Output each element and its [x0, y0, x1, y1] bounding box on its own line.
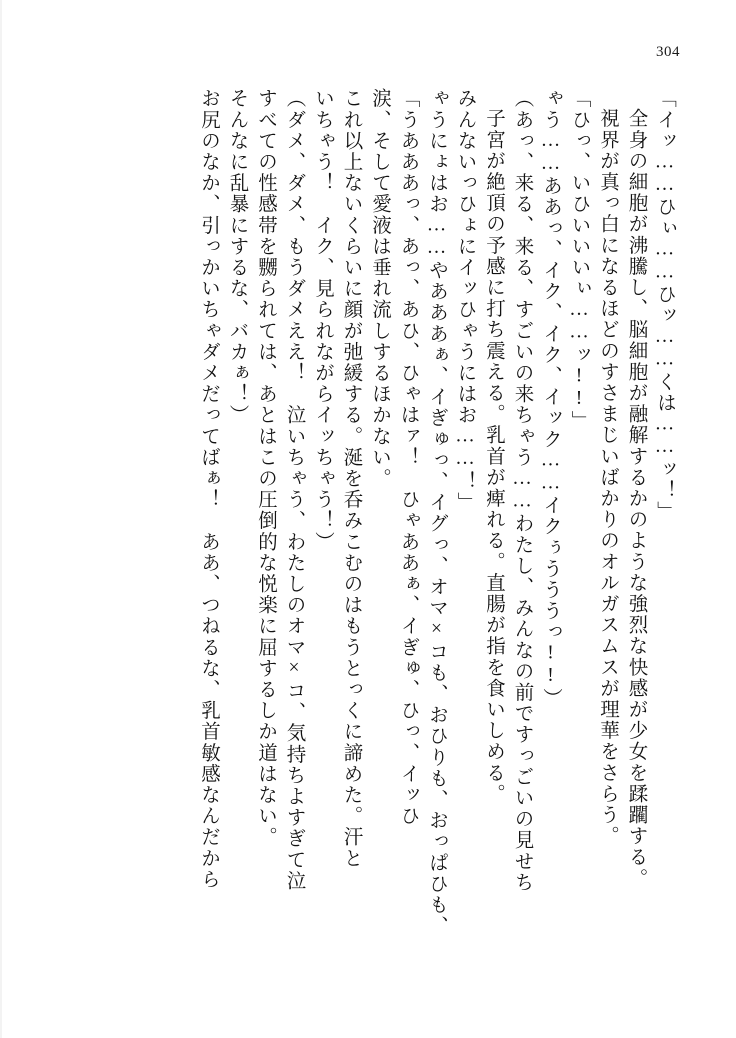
text-column: 涙、そして愛液は垂れ流しするほかない。: [369, 88, 390, 489]
text-column: 「イッ……ひぃ……ひッ……くは……ッ！」: [654, 88, 675, 522]
text-column: すべての性感帯を嬲られては、あとはこの圧倒的な悦楽に屈するしか道はない。: [255, 88, 276, 848]
vertical-text-body: [190, 88, 675, 968]
text-column: 視界が真っ白になるほどのすさまじいばかりのオルガスムスが理華をさらう。: [597, 108, 618, 847]
text-column: いちゃう！ イク、見られながらイッちゃう！）: [312, 88, 333, 553]
text-column: そんなに乱暴にするな、バカぁ！）: [226, 88, 248, 426]
text-column: 子宮が絶頂の予感に打ち震える。乳首が痺れる。直腸が指を食いしめる。: [483, 108, 504, 805]
text-column: これ以上ないくらいに顔が弛緩する。涎を呑みこむのはもうとっくに諦めた。汗と: [340, 88, 362, 869]
text-column: 「うあああっ、あっ、あひ、ひゃはァ！ ひゃああぁ、イぎゅ、ひっ、イッひ: [397, 88, 419, 827]
text-column: お尻のなか、引っかいちゃダメだってばぁ！ ああ、つねるな、乳首敏感なんだから: [198, 88, 219, 890]
page-number: 304: [656, 44, 680, 60]
text-column: ゃう……ああっ、イク、イク、イック……イクぅうううっ!!）: [540, 88, 561, 709]
text-column: みんないっひょにイッひゃうにはお……！」: [454, 88, 476, 513]
text-column: ゃうにょはお……やあああぁ、イぎゅっ、イグっ、オマ×コも、おひりも、おっぱひも、: [426, 88, 447, 937]
text-column: （ダメ、ダメ、もうダメええ！ 泣いちゃう、わたしのオマ×コ、気持ちよすぎて泣: [283, 88, 305, 892]
text-column: 「ひっ、いひいいいぃ……ッ!!」: [568, 88, 590, 432]
text-column: 全身の細胞が沸騰し、脳細胞が融解するかのような強烈な快感が少女を蹂躙する。: [625, 108, 647, 889]
text-column: （あっ、来る、来る、すごいの来ちゃう……わたし、みんなの前ですっごいの見せち: [511, 88, 533, 893]
